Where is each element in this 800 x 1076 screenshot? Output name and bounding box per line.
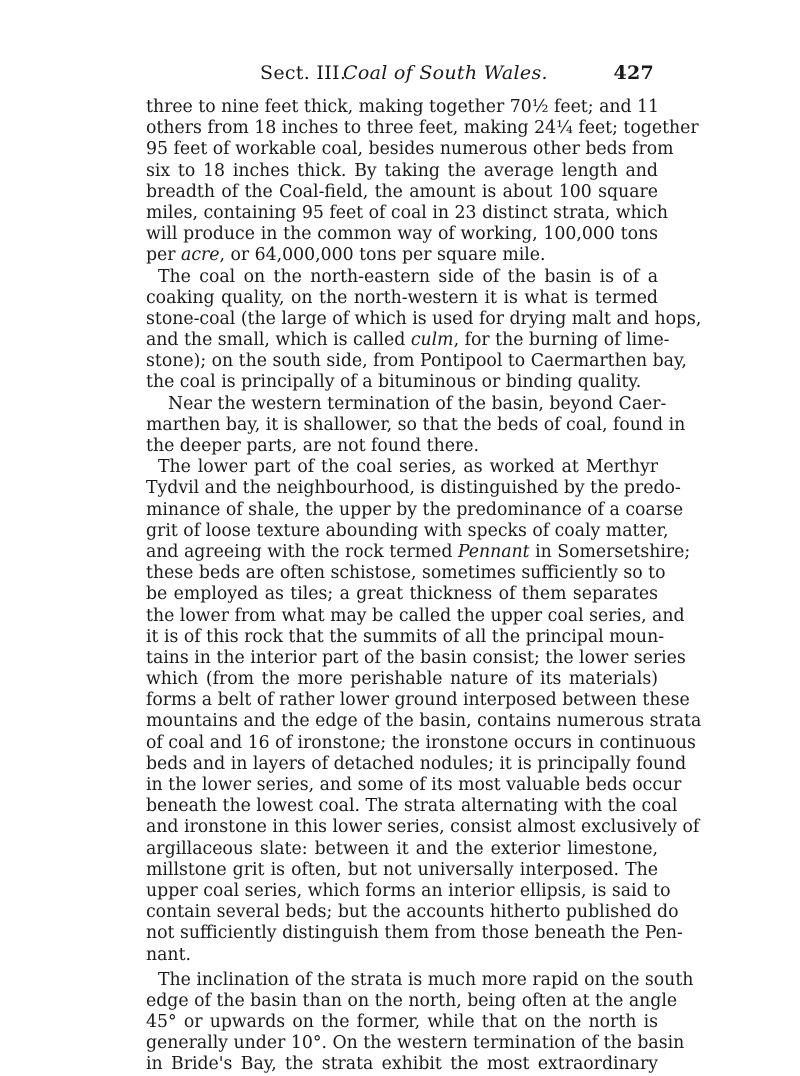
text-line: the deeper parts, are not found there. <box>146 436 479 456</box>
text-line: six to 18 inches thick. By taking the average length and <box>146 160 658 181</box>
text-line: forms a belt of rather lower ground interposed between these <box>146 690 690 711</box>
text-line: 95 feet of workable coal, besides numerous other beds from <box>146 139 674 160</box>
text-line: marthen bay, it is shallower, so that the beds of coal, found in <box>146 414 686 435</box>
text-line: generally under 10°. On the western termination of the basin <box>146 1033 685 1054</box>
text-line: minance of shale, the upper by the predominance of a coarse <box>146 499 684 520</box>
text-line: 45° or upwards on the former, while that on the north is <box>146 1012 658 1033</box>
text-line: The lower part of the coal series, as worked at Merthyr <box>158 457 658 478</box>
text-line: the lower from what may be called the upper coal series, and <box>146 605 685 626</box>
running-head-section: Sect. III. <box>260 62 347 84</box>
text-line: per acre, or 64,000,000 tons per square mile. <box>146 245 546 266</box>
text-line: stone); on the south side, from Pontipool to Caermarthen bay, <box>146 351 687 372</box>
text-line: in Bride's Bay, the strata exhibit the most extraordinary <box>146 1054 658 1075</box>
page-number: 427 <box>613 62 654 84</box>
text-line: these beds are often schistose, sometimes sufficiently so to <box>146 563 666 584</box>
running-head-title: Coal of South Wales. <box>343 62 548 84</box>
text-line: grit of loose texture abounding with specks of coaly matter, <box>146 520 669 541</box>
text-line: mountains and the edge of the basin, contains numerous strata <box>146 711 702 732</box>
text-line: beds and in layers of detached nodules; it is principally found <box>146 753 687 774</box>
text-line: coaking quality, on the north-western it is what is termed <box>146 287 658 308</box>
text-line: contain several beds; but the accounts hitherto published do <box>146 902 679 923</box>
text-line: be employed as tiles; a great thickness of them separates <box>146 584 658 605</box>
text-line: three to nine feet thick, making together 70½ feet; and 11 <box>146 97 660 117</box>
text-line: edge of the basin than on the north, being often at the angle <box>146 990 678 1011</box>
text-line: which (from the more perishable nature of its materials) <box>146 669 658 690</box>
text-line: in the lower series, and some of its most valuable beds occur <box>146 775 682 795</box>
text-line: will produce in the common way of working, 100,000 tons <box>146 224 658 245</box>
text-line: the coal is principally of a bituminous or binding quality. <box>146 372 642 393</box>
text-line: not sufficiently distinguish them from those beneath the Pen- <box>146 923 683 944</box>
text-line: argillaceous slate: between it and the exterior limestone, <box>146 838 658 859</box>
body-text <box>146 97 702 1076</box>
text-line: nant. <box>146 944 192 965</box>
text-line: and agreeing with the rock termed Pennant in Somersetshire; <box>146 541 691 562</box>
text-line: it is of this rock that the summits of all the principal moun- <box>146 626 665 647</box>
text-line: beneath the lowest coal. The strata alternating with the coal <box>146 796 678 817</box>
text-line: and the small, which is called culm, for the burning of lime- <box>146 330 670 351</box>
text-line: The coal on the north-eastern side of the basin is of a <box>158 266 658 287</box>
text-line: tains in the interior part of the basin consist; the lower series <box>146 647 686 668</box>
text-line: Near the western termination of the basin, beyond Caer- <box>168 393 667 414</box>
text-line: breadth of the Coal-field, the amount is about 100 square <box>146 181 658 202</box>
text-line: stone-coal (the large of which is used for drying malt and hops, <box>146 308 702 329</box>
text-line: others from 18 inches to three feet, making 24¼ feet; together <box>146 118 699 139</box>
text-line: millstone grit is often, but not universally interposed. The <box>146 859 658 880</box>
text-line: Tydvil and the neighbourhood, is distinguished by the predo- <box>146 478 681 499</box>
text-line: The inclination of the strata is much more rapid on the south <box>158 969 694 990</box>
text-line: miles, containing 95 feet of coal in 23 distinct strata, which <box>146 202 668 223</box>
running-head <box>148 62 654 88</box>
text-line: upper coal series, which forms an interior ellipsis, is said to <box>146 880 671 901</box>
text-line: and ironstone in this lower series, consist almost exclusively of <box>146 817 700 838</box>
text-line: of coal and 16 of ironstone; the ironstone occurs in continuous <box>146 732 696 753</box>
